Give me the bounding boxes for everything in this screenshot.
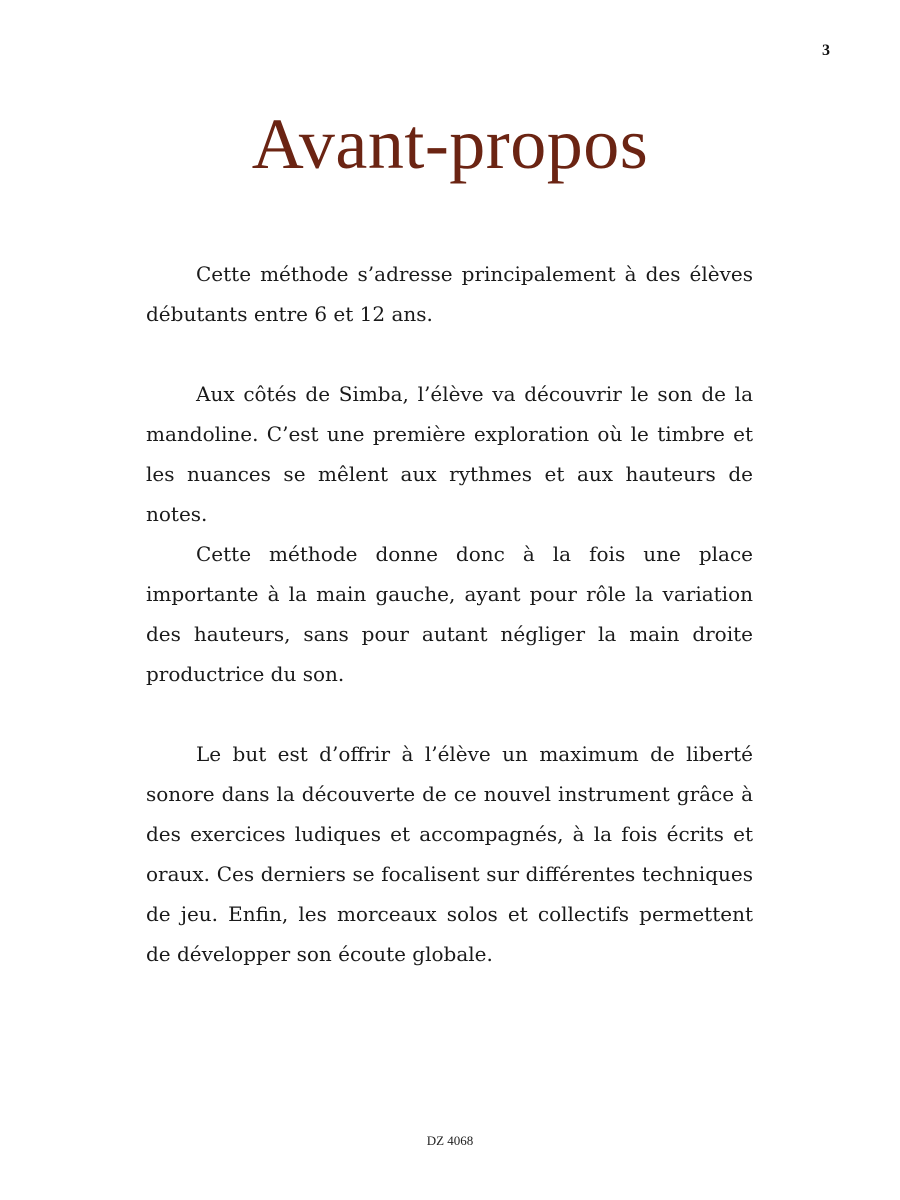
body-text (146, 254, 753, 974)
paragraph-intro: Cette méthode s’adresse principalement à des élèves débutants entre 6 et 12 ans. (146, 262, 753, 326)
paragraph-goal: Le but est d’offrir à l’élève un maximum de liberté sonore dans la découverte de ce nouvel instrument grâce à des exercices ludiques et accompagnés, à la fois écrits et oraux. Ces derniers se focalisent sur différentes techniques de jeu. Enfin, les morceaux solos et collectifs permettent de développer son écoute globale. (146, 742, 753, 966)
page-number: 3 (822, 42, 830, 59)
paragraph-simba: Aux côtés de Simba, l’élève va découvrir le son de la mandoline. C’est une première exploration où le timbre et les nuances se mêlent aux rythmes et aux hauteurs de notes. (146, 382, 753, 526)
paragraph-method: Cette méthode donne donc à la fois une place importante à la main gauche, ayant pour rôle la variation des hauteurs, sans pour autant négliger la main droite productrice du son. (146, 542, 753, 686)
catalog-number: DZ 4068 (426, 1133, 474, 1148)
page-title: Avant-propos (251, 104, 649, 184)
